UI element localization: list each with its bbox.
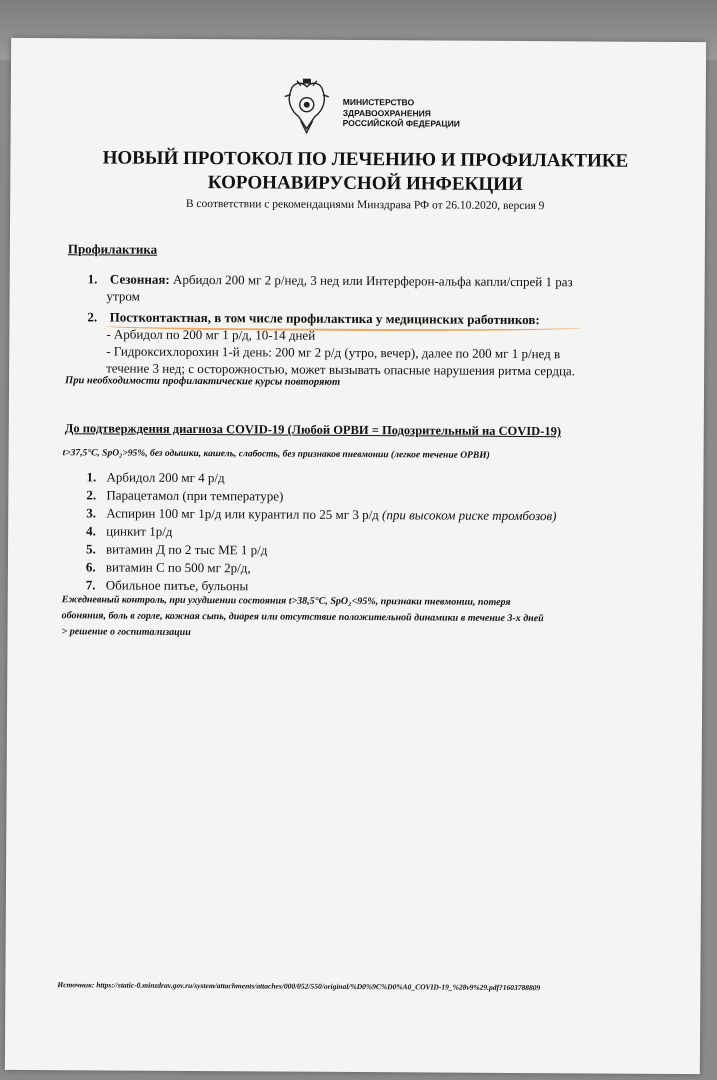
ministry-line-1: МИНИСТЕРСТВО xyxy=(342,96,415,108)
pre-diagnosis-criteria: t>37,5°C, SpO₂>95%, без одышки, кашель, слабость, без признаков пневмонии (легкое течение ОРВИ) xyxy=(62,448,490,461)
prophylaxis-item-1 xyxy=(88,270,573,290)
item-text: Арбидол 200 мг 4 р/д xyxy=(106,469,225,486)
item-text: Арбидол 200 мг 2 р/нед, 3 нед или Интерферон-альфа капли/спрей 1 раз xyxy=(169,271,573,290)
item-number: 5. xyxy=(85,541,96,557)
item-text: витамин С по 500 мг 2р/д, xyxy=(105,559,251,576)
item-text: цинкит 1р/д xyxy=(106,523,173,539)
ministry-name xyxy=(343,97,460,129)
item-note: (при высоком риске тромбозов) xyxy=(382,507,557,524)
prophylaxis-note: При необходимости профилактические курсы повторяют xyxy=(65,375,341,388)
prophylaxis-item-2-line-1: - Арбидол по 200 мг 1 р/д, 10-14 дней xyxy=(106,326,316,343)
document-page xyxy=(5,38,706,1074)
monitoring-line-1: Ежедневный контроль, при ухудшении состояния t>38,5°C, SpO₂<95%, признаки пневмонии, потеря xyxy=(61,594,511,608)
item-number: 4. xyxy=(86,523,96,539)
item-number: 1. xyxy=(86,469,97,485)
item-label: Постконтактная, в том числе профилактика у медицинских работников: xyxy=(109,309,540,328)
item-text: Аспирин 100 мг 1р/д или курантил по 25 мг 3 р/д xyxy=(106,505,383,523)
document-title xyxy=(50,146,680,198)
item-number: 2. xyxy=(87,309,98,325)
prophylaxis-item-2-line-3: течение 3 нед; с осторожностью, может вызывать опасные нарушения ритма сердца. xyxy=(106,360,576,379)
coat-of-arms-icon xyxy=(281,77,333,135)
ministry-line-2: ЗДРАВООХРАНЕНИЯ xyxy=(342,107,431,118)
prophylaxis-heading: Профилактика xyxy=(67,241,158,257)
item-number: 2. xyxy=(86,487,97,503)
pre-diagnosis-heading: До подтверждения диагноза COVID-19 (Любой ОРВИ = Подозрительный на COVID-19) xyxy=(64,421,562,439)
document-subtitle: В соответствии с рекомендациями Минздрава РФ от 26.10.2020, версия 9 xyxy=(185,197,545,213)
title-line-2: КОРОНАВИРУСНОЙ ИНФЕКЦИИ xyxy=(207,172,523,196)
item-text: витамин Д по 2 тыс МЕ 1 р/д xyxy=(105,541,268,558)
item-text: Обильное питье, бульоны xyxy=(105,577,249,594)
ministry-line-3: РОССИЙСКОЙ ФЕДЕРАЦИИ xyxy=(342,117,460,129)
item-number: 7. xyxy=(85,577,96,593)
treatment-list xyxy=(86,468,557,597)
item-number: 1. xyxy=(87,271,98,287)
prophylaxis-item-2-line-2: - Гидроксихлорохин 1-й день: 200 мг 2 р/д (утро, вечер), далее по 200 мг 1 р/нед в xyxy=(106,343,561,362)
monitoring-line-3: > решение о госпитализации xyxy=(61,626,191,638)
monitoring-line-2: обоняния, боль в горле, кожная сыпь, диарея или отсутствие положительной динамики в течение 3-х дней xyxy=(61,610,544,625)
item-text: Парацетамол (при температуре) xyxy=(106,487,284,504)
item-label: Сезонная: xyxy=(109,271,170,287)
item-number: 3. xyxy=(86,505,97,521)
monitoring-note xyxy=(61,592,543,643)
title-line-1: НОВЫЙ ПРОТОКОЛ ПО ЛЕЧЕНИЮ И ПРОФИЛАКТИКЕ xyxy=(102,147,629,172)
source-link: Источник: https://static-0.minzdrav.gov.ru/system/attachments/attaches/000/052/550/original/%D0%9C%D0%A0_COVID-19_%28v9%29.pdf?1603788809 xyxy=(57,980,541,993)
prophylaxis-item-1-cont: утром xyxy=(106,288,140,304)
item-number: 6. xyxy=(85,559,96,575)
